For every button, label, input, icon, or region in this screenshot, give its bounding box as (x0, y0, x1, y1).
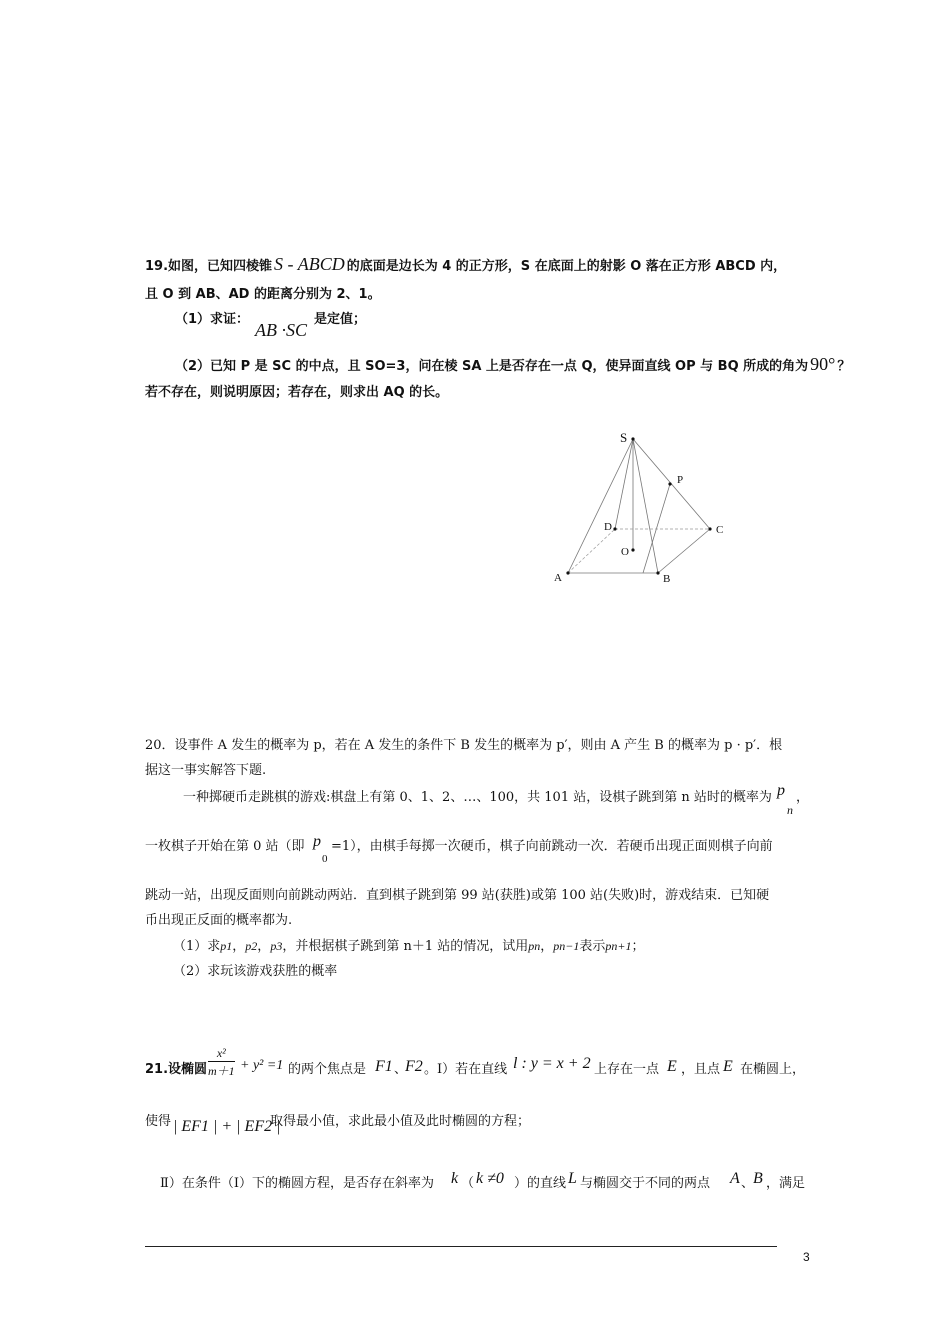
q20-part-1-express: 表示 (579, 939, 606, 954)
q19-intro-rest: 的底面是边长为 4 的正方形，S 在底面上的射影 O 落在正方形 ABCD 内， (346, 259, 787, 274)
q20-line-1: 20．设事件 A 发生的概率为 p，若在 A 发生的条件下 B 发生的概率为 p′，则由 A 产生 B 的概率为 p · p′．根 (145, 738, 783, 753)
q21-point-e-2: E (723, 1058, 733, 1075)
q21-f1: F1 (375, 1058, 393, 1075)
q21-slope-k: k (451, 1170, 459, 1187)
q21-part-1-text: 。Ⅰ）若在直线 (424, 1062, 508, 1077)
q19-dot-product: AB ·SC (255, 320, 307, 340)
q21-ellipse-fraction (206, 1046, 237, 1079)
vertex-b (656, 571, 659, 574)
q20-line-3-comma: ， (796, 790, 810, 805)
q19-part-2 (175, 354, 850, 375)
q20-line-4-rest: =1），由棋手每掷一次硬币，棋子向前跳动一次．若硬币出现正面则棋子向前 (331, 839, 773, 854)
q20-p1: p1 (220, 939, 233, 953)
q20-line-5: 跳动一站，出现反面则向前跳动两站．直到棋子跳到第 99 站(获胜)或第 100 站(失败)时，游戏结束．已知硬 (145, 888, 770, 903)
q19-line-end: 若不存在，则说明原因；若存在，则求出 AQ 的长。 (145, 385, 449, 400)
q21-k-condition: k ≠0 (476, 1170, 504, 1187)
q20-pn: pn (528, 939, 541, 953)
q20-part-1-end: ； (631, 939, 645, 954)
edge-sd (615, 439, 633, 529)
q20-line-6: 币出现正反面的概率都为. (145, 913, 293, 928)
q20-p0-subscript: 0 (322, 853, 328, 865)
q19-pyramid-symbol: S - ABCD (274, 254, 345, 274)
point-p (668, 482, 671, 485)
label-p: P (677, 474, 684, 486)
q19-line-2: 且 O 到 AB、AD 的距离分别为 2、1。 (145, 287, 381, 302)
q21-intersect-text: 与椭圆交于不同的两点 (580, 1176, 711, 1191)
q20-pn-subscript: n (787, 803, 793, 817)
q21-satisfy: ，满足 (766, 1176, 806, 1191)
q21-line-equation: l : y = x + 2 (513, 1055, 591, 1072)
q21-part-2-text: Ⅱ）在条件（Ⅰ）下的椭圆方程，是否存在斜率为 (160, 1176, 434, 1191)
q19-angle: 90° (810, 354, 836, 374)
q21-point-e: E (667, 1058, 677, 1075)
label-c: C (716, 524, 724, 536)
q20-part-1-mid: ，并根据棋子跳到第 n＋1 站的情况，试用 (282, 939, 529, 954)
vertex-a (566, 571, 569, 574)
q20-pn-plus-1: pn+1 (605, 939, 632, 953)
page-number: 3 (803, 1250, 810, 1264)
q19-part-2-question: ？ (837, 359, 851, 374)
q21-point-text: 上存在一点 (594, 1062, 660, 1077)
fraction-denominator: m＋1 (208, 1064, 235, 1078)
q21-on-ellipse: 在椭圆上， (740, 1062, 806, 1077)
q21-paren-open: （ (461, 1176, 475, 1191)
edge-sb (633, 439, 658, 573)
q20-part-1-prefix: （1）求 (173, 939, 221, 954)
q19-part-1 (175, 308, 249, 327)
q21-point-a: A (730, 1170, 740, 1187)
vertex-s (631, 437, 634, 440)
label-b: B (663, 573, 671, 585)
q21-separator-2: 、 (741, 1176, 755, 1191)
q20-p2: p2 (245, 939, 258, 953)
q21-line-2-rest: 取得最小值，求此最小值及此时椭圆的方程； (270, 1114, 531, 1129)
q20-p0-symbol: p (313, 833, 321, 850)
q21-ellipse-rest: + y² =1 (240, 1058, 284, 1073)
q20-line-3-text: 一种掷硬币走跳棋的游戏:棋盘上有第 0、1、2、…、100，共 101 站，设棋子跳到第 n 站时的概率为 (183, 790, 772, 805)
q21-line-text: ）的直线 (514, 1176, 567, 1191)
vertex-c (708, 527, 711, 530)
vertex-d (613, 527, 616, 530)
q19-part-2-text: （2）已知 P 是 SC 的中点，且 SO=3，问在棱 SA 上是否存在一点 Q，使异面直线 OP 与 BQ 所成的角为 (175, 359, 809, 374)
q21-foci-text: 的两个焦点是 (288, 1062, 367, 1077)
q21-and-point: ，且点 (681, 1062, 721, 1077)
q19-line-1 (145, 254, 786, 275)
q19-part-1-prefix: （1）求证： (175, 312, 250, 327)
fraction-numerator: x² (208, 1046, 235, 1062)
point-o (631, 548, 634, 551)
label-o: O (621, 546, 629, 558)
q21-line-2-prefix: 使得 (145, 1114, 172, 1129)
q21-point-b: B (753, 1170, 763, 1187)
segment-bp (643, 484, 670, 573)
edge-ad (568, 529, 615, 573)
q19-intro: 19.如图，已知四棱锥 (145, 259, 273, 274)
label-d: D (604, 521, 612, 533)
pyramid-figure (540, 422, 740, 592)
q20-part-1: （1）求p1，p2，p3，并根据棋子跳到第 n＋1 站的情况，试用pn，pn−1表示pn+1； (173, 939, 645, 954)
q20-pn-minus-1: pn−1 (553, 939, 580, 953)
fraction (208, 1046, 235, 1079)
q19-part-1-suffix: 是定值； (314, 312, 367, 327)
edge-bc (658, 529, 710, 573)
footer-divider (145, 1246, 777, 1247)
q20-pn-symbol: p (777, 782, 785, 799)
q20-line-4-prefix: 一枚棋子开始在第 0 站（即 (145, 839, 305, 854)
label-a: A (554, 572, 562, 584)
q20-line-3 (183, 786, 772, 805)
label-s: S (620, 430, 628, 445)
q21-distance-sum: | EF1 | + | EF2 | (173, 1118, 281, 1135)
q21-prefix: 21.设椭圆 (145, 1062, 208, 1077)
q21-f2: F2 (405, 1058, 423, 1075)
q21-separator: 、 (394, 1062, 408, 1077)
q21-line-l: L (568, 1170, 577, 1187)
q20-line-2: 据这一事实解答下题. (145, 763, 267, 778)
q20-part-2: （2）求玩该游戏获胜的概率 (173, 964, 338, 979)
q20-p3: p3 (270, 939, 283, 953)
